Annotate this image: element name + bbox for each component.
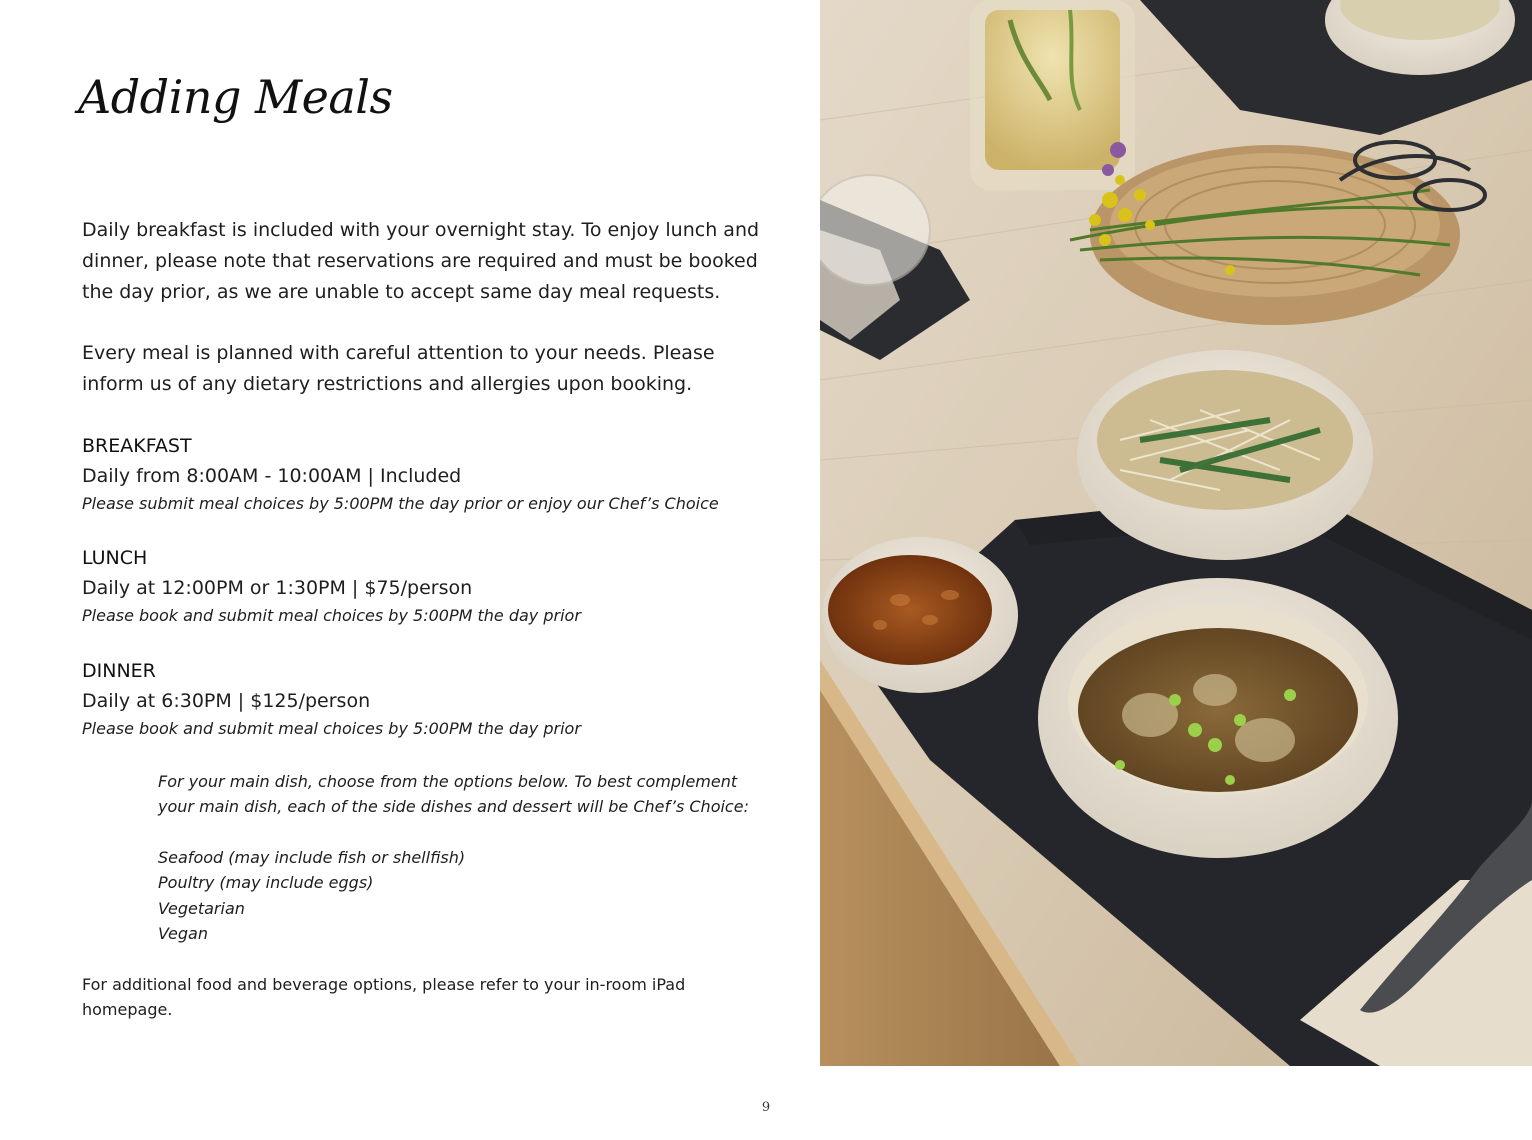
intro-paragraph-dietary: Every meal is planned with careful attention to your needs. Please inform us of any dietary restrictions and allergies upon booking.	[82, 342, 715, 395]
main-dish-option: Vegan	[158, 924, 208, 944]
page-title: Adding Meals	[78, 70, 393, 124]
intro-paragraph-breakfast-policy: Daily breakfast is included with your overnight stay. To enjoy lunch and dinner, please note that reservations are required and must be booked the day prior, as we are unable to accept same day meal requests.	[82, 219, 760, 303]
meal-note: Please book and submit meal choices by 5:00PM the day prior	[82, 719, 581, 738]
page-number: 9	[761, 1100, 771, 1115]
meal-section-dinner	[82, 656, 802, 741]
meal-section-breakfast	[82, 431, 802, 516]
meal-section-lunch	[82, 543, 802, 628]
main-dish-option: Poultry (may include eggs)	[158, 873, 374, 893]
water-glass	[820, 175, 930, 285]
meal-heading: BREAKFAST	[82, 435, 192, 457]
footer-note: For additional food and beverage options, please refer to your in-room iPad homepage.	[82, 975, 686, 1019]
food-photo	[820, 0, 1532, 1066]
main-dish-options	[158, 769, 778, 946]
main-dish-option: Seafood (may include fish or shellfish)	[158, 847, 466, 867]
meal-note: Please submit meal choices by 5:00PM the day prior or enjoy our Chef’s Choice	[82, 494, 719, 513]
main-dish-list	[158, 845, 778, 947]
meal-schedule: Daily at 12:00PM or 1:30PM | $75/person	[82, 577, 473, 599]
meal-schedule: Daily from 8:00AM - 10:00AM | Included	[82, 465, 462, 487]
main-dish-intro: For your main dish, choose from the options below. To best complement your main dish, each of the side dishes and dessert will be Chef’s Choice:	[158, 772, 749, 817]
meal-schedule: Daily at 6:30PM | $125/person	[82, 690, 371, 712]
meal-heading: LUNCH	[82, 547, 148, 569]
meal-heading: DINNER	[82, 660, 156, 682]
main-dish-option: Vegetarian	[158, 898, 245, 918]
meal-note: Please book and submit meal choices by 5:00PM the day prior	[82, 606, 581, 625]
